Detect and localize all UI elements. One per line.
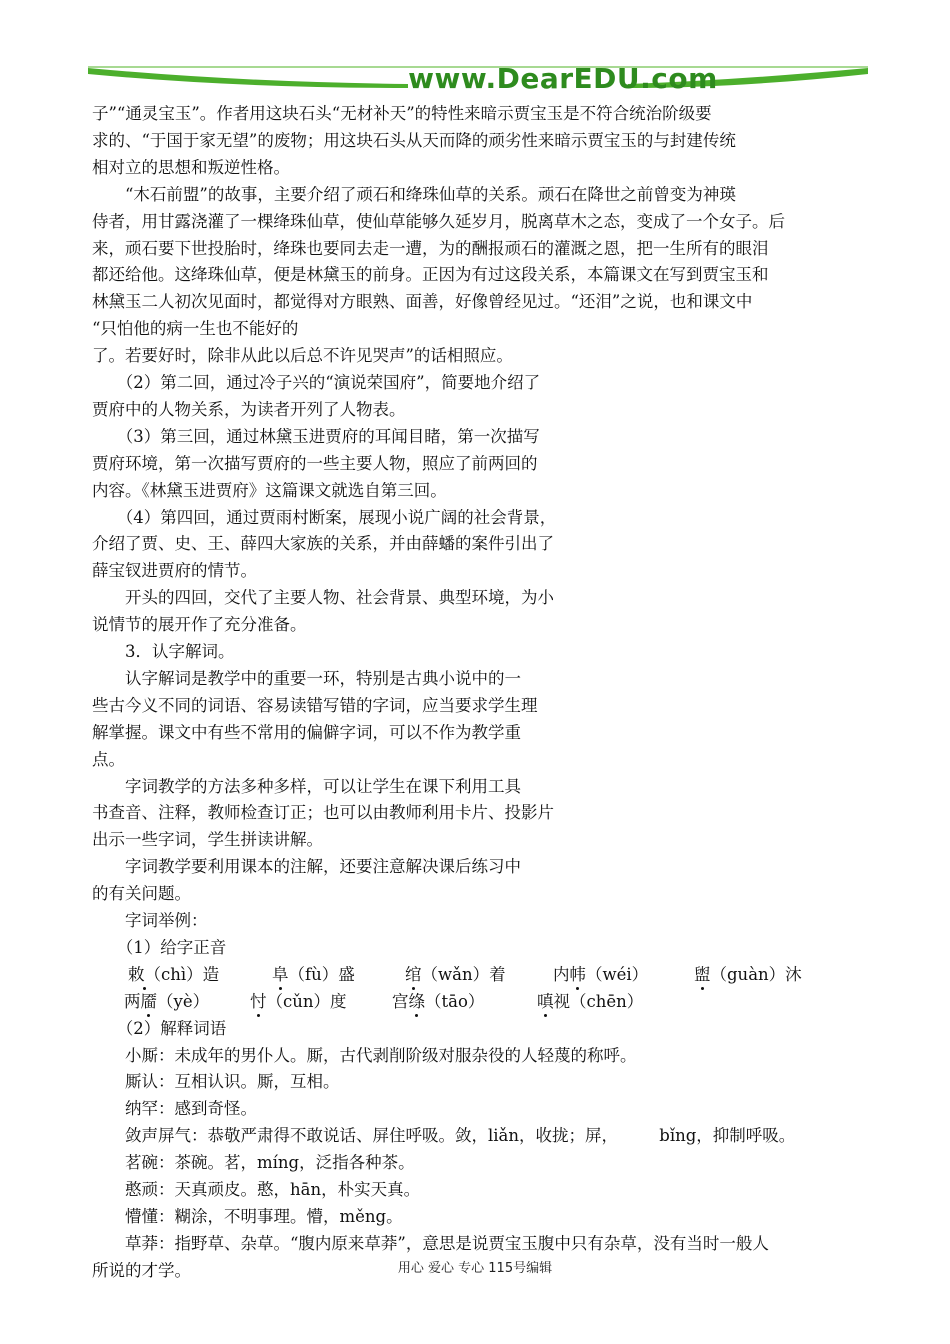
text-line: “木石前盟”的故事，主要介绍了顽石和绛珠仙草的关系。顽石在降世之前曾变为神瑛 — [92, 184, 736, 204]
pinyin-item: 内帏（wéi） — [553, 964, 649, 984]
text-line: 林黛玉二人初次见面时，都觉得对方眼熟、面善，好像曾经见过。“还泪”之说，也和课文中 — [92, 292, 753, 312]
page-footer: 用心 爱心 专心 115号编辑 — [397, 1261, 553, 1276]
site-logo[interactable]: www.DearEDU.com — [408, 62, 718, 95]
text-line: 懵懂：糊涂，不明事理。懵，měng。 — [92, 1206, 403, 1226]
text-line: 侍者，用甘露浇灌了一棵绛珠仙草，使仙草能够久延岁月，脱离草木之态，变成了一个女子。后 — [92, 211, 785, 231]
text-line: 的有关问题。 — [92, 884, 191, 904]
pinyin-item: 盥（guàn）沐 — [694, 964, 802, 984]
text-line: 来，顽石要下世投胎时，绛珠也要同去走一遭，为的酬报顽石的灌溉之恩，把一生所有的眼泪 — [92, 238, 769, 258]
text-line: 敛声屏气：恭敬严肃得不敢说话、屏住呼吸。敛，liǎn，收拢；屏， bǐng，抑制呼吸。 — [92, 1126, 796, 1146]
text-line: 求的、“于国于家无望”的废物；用这块石头从天而降的顽劣性来暗示贾宝玉的与封建传统 — [92, 130, 736, 150]
text-line: 开头的四回，交代了主要人物、社会背景、典型环境，为小 — [92, 588, 554, 608]
text-line: 内容。《林黛玉进贾府》这篇课文就选自第三回。 — [92, 480, 447, 500]
text-line: 相对立的思想和叛逆性格。 — [92, 157, 290, 177]
text-line: 所说的才学。 — [92, 1260, 191, 1280]
text-line: 字词举例： — [92, 911, 208, 930]
text-line: （3）第三回，通过林黛玉进贾府的耳闻目睹，第一次描写 — [92, 426, 540, 446]
text-line: 些古今义不同的词语、容易读错写错的字词，应当要求学生理 — [92, 695, 538, 715]
text-line: 茗碗：茶碗。茗，míng，泛指各种茶。 — [92, 1153, 415, 1173]
text-line: （2）解释词语 — [92, 1018, 227, 1038]
text-line: 贾府中的人物关系，为读者开列了人物表。 — [92, 399, 406, 419]
text-line: 草莽：指野草、杂草。“腹内原来草莽”，意思是说贾宝玉腹中只有杂草，没有当时一般人 — [92, 1233, 769, 1253]
text-line: 出示一些字词，学生拼读讲解。 — [92, 830, 323, 850]
text-line: （1）给字正音 — [92, 937, 227, 957]
text-line: 贾府环境，第一次描写贾府的一些主要人物，照应了前两回的 — [92, 453, 538, 473]
pinyin-item: 两靥（yè） — [124, 991, 210, 1011]
pinyin-item: 嗔视（chēn） — [537, 991, 644, 1011]
pinyin-item: 敕（chì）造 — [128, 964, 220, 984]
text-line: 点。 — [92, 749, 125, 769]
text-line: 厮认：互相认识。厮，互相。 — [92, 1072, 340, 1092]
text-line: 了。若要好时，除非从此以后总不许见哭声”的话相照应。 — [92, 346, 513, 366]
text-line: “只怕他的病一生也不能好的 — [92, 319, 299, 339]
text-line: （4）第四回，通过贾雨村断案，展现小说广阔的社会背景， — [92, 507, 557, 527]
text-line: 介绍了贾、史、王、薛四大家族的关系，并由薛蟠的案件引出了 — [92, 534, 554, 554]
text-line: （2）第二回，通过冷子兴的“演说荣国府”，简要地介绍了 — [92, 373, 541, 392]
text-line: 薛宝钗进贾府的情节。 — [92, 561, 257, 581]
text-line: 3．认字解词。 — [92, 642, 235, 661]
text-line: 小厮：未成年的男仆人。厮，古代剥削阶级对服杂役的人轻蔑的称呼。 — [92, 1045, 637, 1065]
site-header-banner — [88, 60, 868, 100]
text-line: 子”“通灵宝玉”。作者用这块石头“无材补天”的特性来暗示贾宝玉是不符合统治阶级要 — [92, 104, 712, 123]
text-line: 纳罕：感到奇怪。 — [92, 1099, 257, 1119]
text-line: 憨顽：天真顽皮。憨，hān，朴实天真。 — [92, 1180, 421, 1199]
pinyin-item: 宫绦（tāo） — [392, 991, 485, 1011]
text-line: 认字解词是教学中的重要一环，特别是古典小说中的一 — [92, 668, 521, 688]
text-line: 字词教学要利用课本的注解，还要注意解决课后练习中 — [92, 857, 521, 877]
pinyin-item: 绾（wǎn）着 — [405, 964, 506, 984]
pinyin-item: 忖（cǔn）度 — [250, 991, 347, 1011]
text-line: 解掌握。课文中有些不常用的偏僻字词，可以不作为教学重 — [92, 722, 521, 742]
text-line: 都还给他。这绛珠仙草，便是林黛玉的前身。正因为有过这段关系，本篇课文在写到贾宝玉和 — [92, 265, 769, 285]
text-line: 书查音、注释，教师检查订正；也可以由教师利用卡片、投影片 — [92, 803, 554, 823]
pinyin-item: 阜（fù）盛 — [272, 964, 355, 984]
text-line: 说情节的展开作了充分准备。 — [92, 615, 307, 635]
text-line: 字词教学的方法多种多样，可以让学生在课下利用工具 — [92, 776, 521, 796]
